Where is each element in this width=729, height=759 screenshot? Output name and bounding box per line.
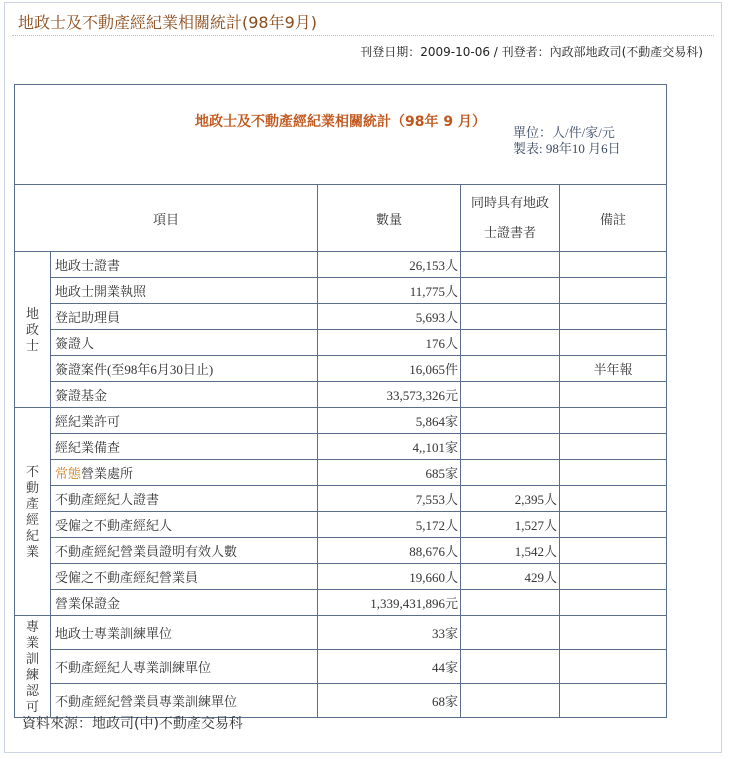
row-remark <box>560 590 667 616</box>
row-remark <box>560 564 667 590</box>
group-label: 專 業 訓 練 認 可 <box>15 616 51 718</box>
row-item-label: 簽證基金 <box>55 388 108 403</box>
row-qty: 11,775人 <box>318 278 461 304</box>
row-remark <box>560 616 667 650</box>
row-item <box>51 252 318 278</box>
table-row <box>15 278 667 304</box>
row-qty: 26,153人 <box>318 252 461 278</box>
row-item <box>51 590 318 616</box>
table-row <box>15 512 667 538</box>
row-both <box>461 408 560 434</box>
title-divider <box>12 35 714 36</box>
row-remark <box>560 304 667 330</box>
row-qty: 33,573,326元 <box>318 382 461 408</box>
row-both <box>461 590 560 616</box>
table-row <box>15 356 667 382</box>
row-item-label: 不動產經紀人證書 <box>55 492 160 507</box>
row-item <box>51 616 318 650</box>
row-item <box>51 330 318 356</box>
row-remark <box>560 278 667 304</box>
unit-label: 單位：人/件/家/元 <box>513 125 615 140</box>
row-qty: 1,339,431,896元 <box>318 590 461 616</box>
row-remark <box>560 486 667 512</box>
row-remark: 半年報 <box>560 356 667 382</box>
row-both <box>461 434 560 460</box>
row-remark <box>560 408 667 434</box>
row-item <box>51 304 318 330</box>
row-qty: 88,676人 <box>318 538 461 564</box>
row-qty: 68家 <box>318 684 461 718</box>
row-qty: 176人 <box>318 330 461 356</box>
row-item-label: 地政士證書 <box>55 258 121 273</box>
row-both <box>461 650 560 684</box>
row-both: 2,395人 <box>461 486 560 512</box>
row-both <box>461 278 560 304</box>
row-item <box>51 408 318 434</box>
row-both: 1,542人 <box>461 538 560 564</box>
row-item-label: 受僱之不動產經紀人 <box>55 518 173 533</box>
page-title: 地政士及不動產經紀業相關統計(98年9月) <box>18 13 318 32</box>
group-label: 不 動 產 經 紀 業 <box>15 408 51 616</box>
row-both <box>461 252 560 278</box>
table-row <box>15 650 667 684</box>
row-remark <box>560 330 667 356</box>
row-remark <box>560 460 667 486</box>
table-row <box>15 304 667 330</box>
row-qty: 5,693人 <box>318 304 461 330</box>
row-item-label: 簽證人 <box>55 336 95 351</box>
table-row <box>15 252 667 278</box>
col-header-item: 項目 <box>15 185 318 252</box>
row-both: 1,527人 <box>461 512 560 538</box>
row-both <box>461 460 560 486</box>
row-remark <box>560 434 667 460</box>
row-item <box>51 564 318 590</box>
row-item <box>51 382 318 408</box>
table-row <box>15 564 667 590</box>
row-remark <box>560 538 667 564</box>
row-item <box>51 538 318 564</box>
row-remark <box>560 382 667 408</box>
row-qty: 33家 <box>318 616 461 650</box>
row-qty: 5,864家 <box>318 408 461 434</box>
table-row <box>15 590 667 616</box>
table-row <box>15 486 667 512</box>
row-item-label: 不動產經紀營業員證明有效人數 <box>55 544 238 559</box>
table-row <box>15 616 667 650</box>
row-both <box>461 330 560 356</box>
row-item-label: 營業保證金 <box>55 596 121 611</box>
row-item-label: 不動產經紀人專業訓練單位 <box>55 660 212 675</box>
col-header-remark: 備註 <box>560 185 667 252</box>
row-qty: 4,,101家 <box>318 434 461 460</box>
row-both <box>461 356 560 382</box>
row-item-label: 地政士開業執照 <box>55 284 147 299</box>
row-qty: 19,660人 <box>318 564 461 590</box>
publish-meta: 刊登日期：2009-10-06 / 刊登者：內政部地政司(不動產交易科) <box>360 45 703 59</box>
table-title: 地政士及不動產經紀業相關統計（98年 9 月） <box>195 114 487 130</box>
row-both <box>461 382 560 408</box>
table-row <box>15 460 667 486</box>
row-item <box>51 460 318 486</box>
row-both <box>461 684 560 718</box>
row-qty: 5,172人 <box>318 512 461 538</box>
table-row <box>15 434 667 460</box>
row-item-label: 不動產經紀營業員專業訓練單位 <box>55 694 238 709</box>
table-header-cell <box>15 85 667 185</box>
data-source: 資料來源：地政司(中)不動產交易科 <box>22 716 243 732</box>
row-qty: 685家 <box>318 460 461 486</box>
row-item <box>51 434 318 460</box>
col-header-both-line1: 同時具有地政 <box>470 195 549 210</box>
row-both: 429人 <box>461 564 560 590</box>
row-item-highlight: 常態 <box>55 466 82 481</box>
row-item-label: 經紀業許可 <box>55 414 121 429</box>
row-item-label: 受僱之不動產經紀營業員 <box>55 570 199 585</box>
row-item <box>51 486 318 512</box>
col-header-both <box>461 185 560 252</box>
table-row <box>15 382 667 408</box>
table-row <box>15 408 667 434</box>
row-both <box>461 304 560 330</box>
row-remark <box>560 512 667 538</box>
made-date: 製表: 98年10 月6日 <box>513 141 621 156</box>
row-remark <box>560 684 667 718</box>
group-label: 地 政 士 <box>15 252 51 408</box>
row-item <box>51 650 318 684</box>
row-item <box>51 278 318 304</box>
row-remark <box>560 650 667 684</box>
row-item-label: 簽證案件(至98年6月30日止) <box>55 362 214 377</box>
row-remark <box>560 252 667 278</box>
row-item <box>51 512 318 538</box>
row-item-label: 經紀業備查 <box>55 440 121 455</box>
table-row <box>15 538 667 564</box>
row-item <box>51 356 318 382</box>
table-row <box>15 330 667 356</box>
row-item-label: 營業處所 <box>81 466 134 481</box>
col-header-both-line2: 士證書者 <box>483 225 536 240</box>
row-item-label: 地政士專業訓練單位 <box>55 626 173 641</box>
stats-table <box>14 84 667 718</box>
row-qty: 16,065件 <box>318 356 461 382</box>
row-both <box>461 616 560 650</box>
row-item-label: 登記助理員 <box>55 310 121 325</box>
row-qty: 44家 <box>318 650 461 684</box>
unit-note <box>513 125 621 157</box>
col-header-qty: 數量 <box>318 185 461 252</box>
row-qty: 7,553人 <box>318 486 461 512</box>
